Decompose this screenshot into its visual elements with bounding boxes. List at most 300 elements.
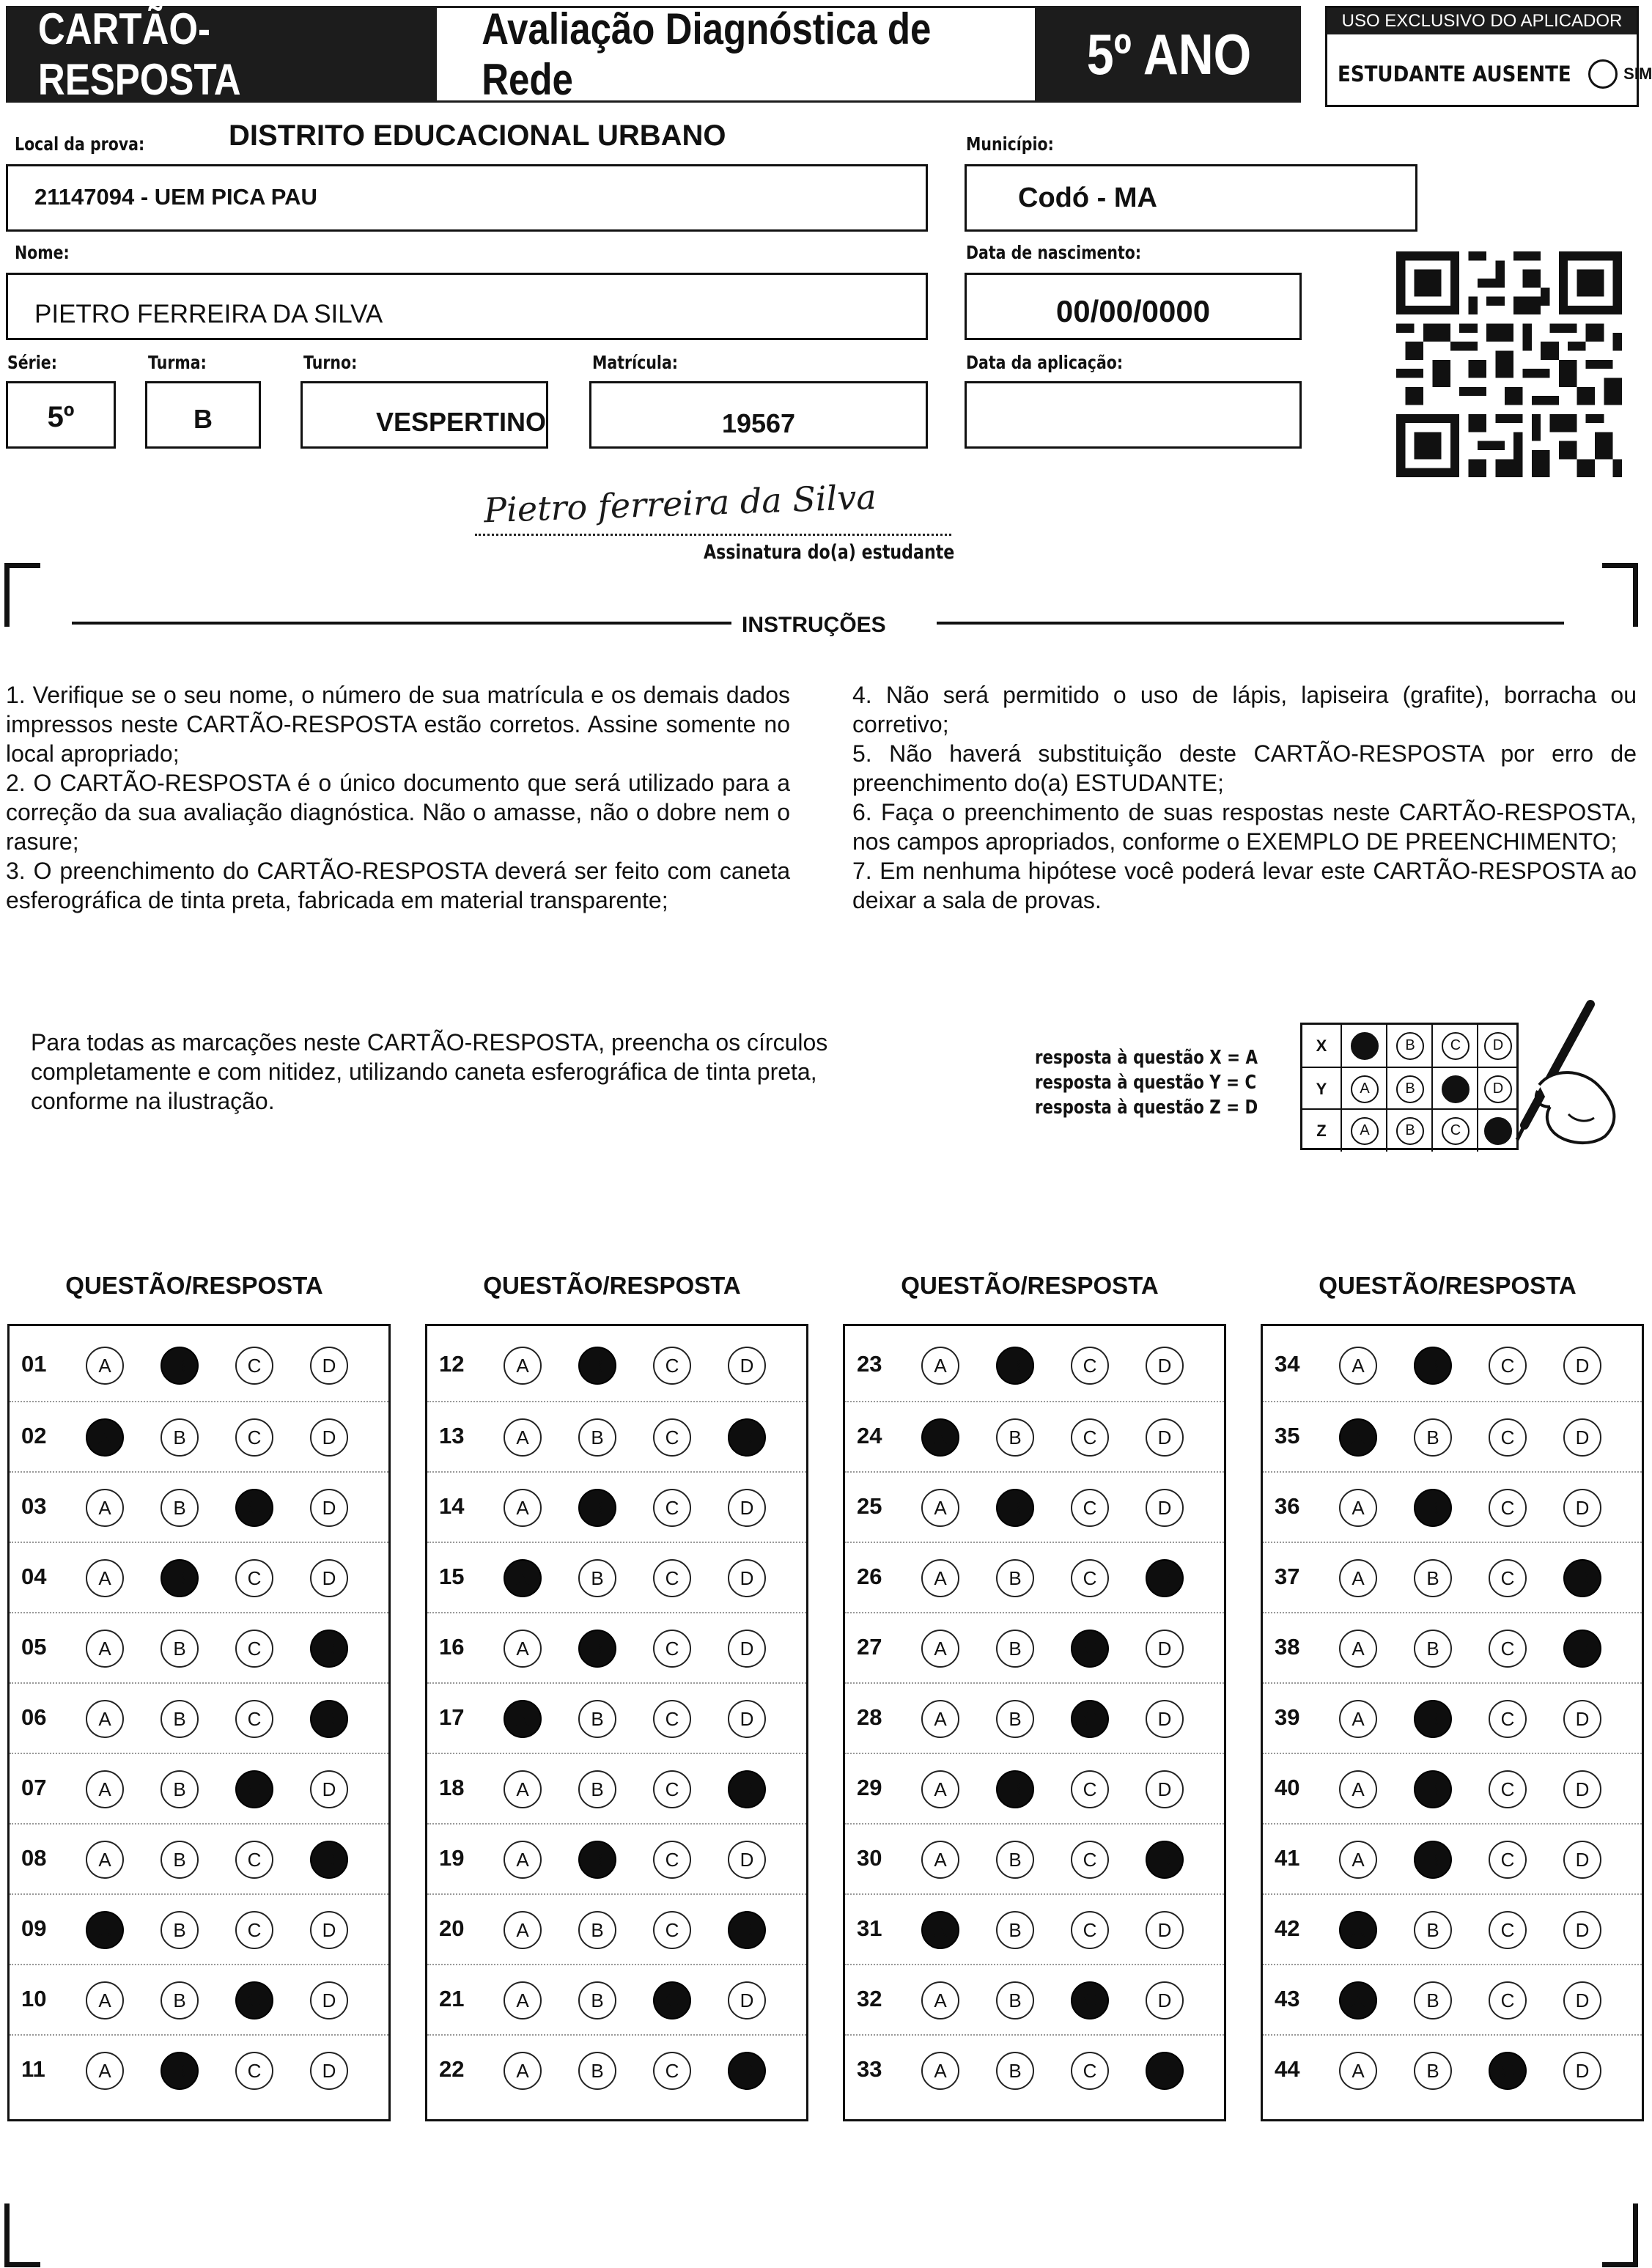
answer-bubble-b[interactable]: B [578, 1489, 616, 1527]
answer-bubble-a[interactable]: A [86, 2052, 124, 2090]
question-number: 29 [857, 1775, 882, 1800]
answer-bubble-c[interactable]: C [653, 1911, 691, 1949]
answer-bubble-b[interactable]: B [996, 1770, 1034, 1808]
question-number: 37 [1275, 1564, 1300, 1589]
question-number: 01 [21, 1351, 47, 1377]
answer-bubble-d[interactable]: D [728, 1630, 766, 1668]
instructions-left [6, 680, 790, 915]
example-bubble-d: D [1484, 1075, 1512, 1103]
qr-code [1396, 251, 1622, 477]
instructions-rule-right [937, 622, 1564, 625]
answer-bubble-d[interactable]: D [728, 1911, 766, 1949]
answer-bubble-b[interactable]: B [996, 1841, 1034, 1879]
answer-bubble-d[interactable]: D [1146, 1418, 1184, 1457]
answer-row [845, 1612, 1224, 1682]
answer-bubble-d[interactable]: D [728, 2052, 766, 2090]
answer-bubble-b[interactable]: B [578, 1911, 616, 1949]
question-number: 26 [857, 1564, 882, 1589]
answer-bubble-a[interactable]: A [921, 1700, 959, 1738]
question-number: 41 [1275, 1845, 1300, 1871]
answer-bubble-b[interactable]: B [996, 1418, 1034, 1457]
example-cell [1341, 1068, 1387, 1110]
matricula-field: 19567 [589, 381, 928, 449]
answer-bubble-c[interactable]: C [1489, 1347, 1527, 1385]
answer-bubble-c[interactable]: C [1071, 1911, 1109, 1949]
answer-bubble-a[interactable]: A [86, 1700, 124, 1738]
example-cell [1341, 1110, 1387, 1152]
answer-bubble-b[interactable]: B [1414, 1489, 1452, 1527]
answer-row [10, 1542, 388, 1612]
question-number: 11 [21, 2056, 45, 2082]
instruction-2: 2. O CARTÃO-RESPOSTA é o único documento que será utilizado para a correção da sua avaliação diagnóstica. Não o amasse, não o dobre nem o rasure; [6, 770, 790, 855]
example-cell [1431, 1068, 1478, 1110]
answer-bubble-a[interactable]: A [504, 2052, 542, 2090]
answer-bubble-a[interactable]: A [504, 1630, 542, 1668]
question-number: 32 [857, 1986, 882, 2011]
answer-bubble-d[interactable]: D [1563, 1347, 1601, 1385]
answer-row [1263, 1964, 1642, 2034]
answer-bubble-d[interactable]: D [1146, 1559, 1184, 1597]
answer-bubble-c[interactable]: C [235, 1770, 273, 1808]
example-bubble-c: C [1442, 1117, 1470, 1145]
example-bubble-b: B [1396, 1032, 1424, 1060]
answer-bubble-b[interactable]: B [996, 1981, 1034, 2020]
answer-bubble-c[interactable]: C [1071, 1770, 1109, 1808]
fill-instruction: Para todas as marcações neste CARTÃO-RESPOSTA, preencha os círculos completamente e com nitidez, utilizando caneta esferográfica de tinta preta, conforme na ilustração. [31, 1029, 828, 1114]
answer-bubble-a[interactable]: A [1339, 2052, 1377, 2090]
column-header-1: QUESTÃO/RESPOSTA [65, 1272, 323, 1299]
answer-bubble-c[interactable]: C [235, 1489, 273, 1527]
answer-bubble-a[interactable]: A [504, 1841, 542, 1879]
answer-row [10, 2034, 388, 2105]
answer-bubble-d[interactable]: D [310, 1841, 348, 1879]
answer-bubble-b[interactable]: B [161, 2052, 199, 2090]
answer-bubble-b[interactable]: B [996, 2052, 1034, 2090]
corner-mark-bottom-left [4, 2203, 40, 2267]
answer-bubble-c[interactable]: C [653, 1418, 691, 1457]
answer-bubble-b[interactable]: B [1414, 1630, 1452, 1668]
answer-bubble-c[interactable]: C [1489, 1418, 1527, 1457]
nome-label: Nome: [15, 242, 70, 263]
answer-bubble-c[interactable]: C [1489, 2052, 1527, 2090]
answer-row [845, 1542, 1224, 1612]
answer-block-1 [7, 1324, 391, 2121]
instruction-7: 7. Em nenhuma hipótese você poderá levar este CARTÃO-RESPOSTA ao deixar a sala de provas. [852, 858, 1637, 913]
answer-bubble-c[interactable]: C [653, 1981, 691, 2020]
answer-bubble-d[interactable]: D [728, 1418, 766, 1457]
answer-bubble-b[interactable]: B [161, 1911, 199, 1949]
answer-bubble-d[interactable]: D [310, 1418, 348, 1457]
signature-line [475, 534, 951, 536]
example-question-label: X [1316, 1036, 1327, 1055]
answer-bubble-a[interactable]: A [921, 1559, 959, 1597]
answer-row [845, 1964, 1224, 2034]
instruction-4: 4. Não será permitido o uso de lápis, lapiseira (grafite), borracha ou corretivo; [852, 682, 1637, 737]
question-number: 13 [439, 1423, 465, 1448]
answer-bubble-c[interactable]: C [653, 2052, 691, 2090]
instruction-3: 3. O preenchimento do CARTÃO-RESPOSTA deverá ser feito com caneta esferográfica de tinta preta, fabricada em material transparente; [6, 858, 790, 913]
answer-bubble-d[interactable]: D [1563, 1981, 1601, 2020]
answer-bubble-d[interactable]: D [1146, 1911, 1184, 1949]
answer-bubble-d[interactable]: D [1563, 1489, 1601, 1527]
question-number: 18 [439, 1775, 465, 1800]
answer-bubble-a[interactable]: A [504, 1700, 542, 1738]
answer-row [10, 1471, 388, 1542]
answer-bubble-c[interactable]: C [235, 1347, 273, 1385]
corner-mark-top-right [1602, 563, 1638, 627]
answer-bubble-a[interactable]: A [86, 1911, 124, 1949]
answer-bubble-d[interactable]: D [310, 1700, 348, 1738]
answer-bubble-c[interactable]: C [653, 1841, 691, 1879]
answer-bubble-a[interactable]: A [86, 1347, 124, 1385]
pen-hand-icon [1495, 997, 1627, 1151]
answer-bubble-a[interactable]: A [504, 1559, 542, 1597]
answer-bubble-c[interactable]: C [235, 1559, 273, 1597]
answer-row [427, 1682, 806, 1753]
answer-bubble-b[interactable]: B [578, 1630, 616, 1668]
answer-bubble-a[interactable]: A [504, 1981, 542, 2020]
answer-bubble-c[interactable]: C [1071, 2052, 1109, 2090]
answer-bubble-a[interactable]: A [921, 1841, 959, 1879]
answer-bubble-a[interactable]: A [1339, 1981, 1377, 2020]
answer-row [1263, 1893, 1642, 1964]
answer-bubble-b[interactable]: B [996, 1489, 1034, 1527]
answer-bubble-c[interactable]: C [235, 1911, 273, 1949]
answer-row [1263, 1612, 1642, 1682]
answer-bubble-d[interactable]: D [310, 1630, 348, 1668]
answer-bubble-a[interactable]: A [1339, 1630, 1377, 1668]
answer-bubble-d[interactable]: D [310, 2052, 348, 2090]
answer-bubble-d[interactable]: D [1146, 1981, 1184, 2020]
answer-bubble-b[interactable]: B [996, 1347, 1034, 1385]
answer-bubble-c[interactable]: C [1071, 1841, 1109, 1879]
answer-bubble-a[interactable]: A [1339, 1559, 1377, 1597]
answer-bubble-a[interactable]: A [504, 1770, 542, 1808]
answer-bubble-a[interactable]: A [1339, 1911, 1377, 1949]
question-number: 33 [857, 2056, 882, 2082]
answer-bubble-c[interactable]: C [235, 1630, 273, 1668]
answer-bubble-a[interactable]: A [504, 1347, 542, 1385]
answer-bubble-d[interactable]: D [310, 1911, 348, 1949]
answer-row [1263, 1330, 1642, 1399]
answer-bubble-b[interactable]: B [161, 1630, 199, 1668]
answer-bubble-c[interactable]: C [1489, 1489, 1527, 1527]
instruction-5: 5. Não haverá substituição deste CARTÃO-RESPOSTA por erro de preenchimento do(a) ESTUDANTE; [852, 740, 1637, 796]
example-bubble-b: B [1396, 1117, 1424, 1145]
answer-bubble-c[interactable]: C [1071, 1347, 1109, 1385]
answer-bubble-d[interactable]: D [728, 1770, 766, 1808]
answer-bubble-d[interactable]: D [728, 1489, 766, 1527]
answer-bubble-b[interactable]: B [161, 1559, 199, 1597]
example-cell [1431, 1110, 1478, 1152]
question-number: 14 [439, 1493, 465, 1519]
local-label: Local da prova: [15, 133, 145, 155]
answer-bubble-a[interactable]: A [504, 1418, 542, 1457]
absent-checkbox[interactable] [1588, 59, 1618, 89]
local-field: 21147094 - UEM PICA PAU [6, 164, 928, 232]
answer-bubble-c[interactable]: C [653, 1770, 691, 1808]
answer-bubble-d[interactable]: D [1563, 1630, 1601, 1668]
question-number: 22 [439, 2056, 465, 2082]
example-label-z: resposta à questão Z = D [1035, 1097, 1258, 1119]
answer-bubble-b[interactable]: B [578, 1700, 616, 1738]
answer-bubble-c[interactable]: C [235, 1700, 273, 1738]
answer-bubble-b[interactable]: B [1414, 1770, 1452, 1808]
answer-bubble-b[interactable]: B [996, 1700, 1034, 1738]
answer-bubble-a[interactable]: A [504, 1489, 542, 1527]
answer-bubble-c[interactable]: C [653, 1347, 691, 1385]
example-cell [1431, 1025, 1478, 1067]
answer-bubble-b[interactable]: B [578, 1841, 616, 1879]
answer-row [427, 1823, 806, 1893]
answer-row [1263, 2034, 1642, 2105]
answer-bubble-b[interactable]: B [578, 1559, 616, 1597]
answer-bubble-b[interactable]: B [161, 1981, 199, 2020]
answer-bubble-d[interactable]: D [1146, 1347, 1184, 1385]
aplicador-box [1325, 6, 1652, 107]
answer-bubble-b[interactable]: B [1414, 1981, 1452, 2020]
answer-row [427, 1893, 806, 1964]
answer-bubble-c[interactable]: C [653, 1700, 691, 1738]
example-cell [1386, 1025, 1433, 1067]
answer-row [427, 2034, 806, 2105]
answer-bubble-d[interactable]: D [1146, 1630, 1184, 1668]
question-number: 39 [1275, 1704, 1300, 1730]
answer-bubble-a[interactable]: A [1339, 1841, 1377, 1879]
distrito-value: DISTRITO EDUCACIONAL URBANO [229, 119, 726, 152]
answer-bubble-a[interactable]: A [921, 2052, 959, 2090]
answer-bubble-b[interactable]: B [996, 1559, 1034, 1597]
answer-bubble-b[interactable]: B [161, 1489, 199, 1527]
answer-bubble-b[interactable]: B [1414, 2052, 1452, 2090]
answer-bubble-d[interactable]: D [310, 1770, 348, 1808]
answer-bubble-b[interactable]: B [578, 1770, 616, 1808]
question-number: 16 [439, 1634, 465, 1660]
answer-bubble-a[interactable]: A [921, 1630, 959, 1668]
answer-row [10, 1964, 388, 2034]
question-number: 28 [857, 1704, 882, 1730]
answer-bubble-d[interactable]: D [310, 1489, 348, 1527]
answer-bubble-d[interactable]: D [728, 1841, 766, 1879]
answer-bubble-a[interactable]: A [1339, 1418, 1377, 1457]
answer-bubble-c[interactable]: C [235, 1981, 273, 2020]
answer-bubble-a[interactable]: A [921, 1770, 959, 1808]
answer-bubble-c[interactable]: C [1489, 1559, 1527, 1597]
answer-bubble-c[interactable]: C [1489, 1700, 1527, 1738]
answer-bubble-b[interactable]: B [161, 1700, 199, 1738]
answer-bubble-a[interactable]: A [921, 1981, 959, 2020]
answer-bubble-a[interactable]: A [1339, 1700, 1377, 1738]
question-number: 44 [1275, 2056, 1300, 2082]
example-bubble-c [1442, 1075, 1470, 1103]
answer-row [845, 2034, 1224, 2105]
answer-bubble-b[interactable]: B [1414, 1911, 1452, 1949]
example-row [1302, 1025, 1516, 1067]
instruction-1: 1. Verifique se o seu nome, o número de sua matrícula e os demais dados impressos neste CARTÃO-RESPOSTA estão corretos. Assine somente no local apropriado; [6, 682, 790, 767]
absent-checkbox-row [1338, 59, 1652, 89]
answer-bubble-d[interactable]: D [1146, 2052, 1184, 2090]
answer-bubble-d[interactable]: D [1146, 1770, 1184, 1808]
question-number: 43 [1275, 1986, 1300, 2011]
answer-bubble-a[interactable]: A [1339, 1770, 1377, 1808]
answer-row [10, 1612, 388, 1682]
answer-bubble-d[interactable]: D [728, 1981, 766, 2020]
answer-bubble-d[interactable]: D [728, 1700, 766, 1738]
aplicacao-label: Data da aplicação: [966, 352, 1124, 373]
answer-bubble-b[interactable]: B [578, 1981, 616, 2020]
answer-row [1263, 1753, 1642, 1823]
answer-bubble-d[interactable]: D [1563, 1841, 1601, 1879]
question-number: 08 [21, 1845, 47, 1871]
question-number: 40 [1275, 1775, 1300, 1800]
answer-bubble-b[interactable]: B [578, 1418, 616, 1457]
answer-row [427, 1401, 806, 1471]
answer-bubble-a[interactable]: A [86, 1630, 124, 1668]
answer-bubble-c[interactable]: C [1489, 1981, 1527, 2020]
answer-bubble-b[interactable]: B [1414, 1347, 1452, 1385]
nascimento-field: 00/00/0000 [965, 273, 1302, 340]
answer-bubble-c[interactable]: C [653, 1630, 691, 1668]
example-row [1302, 1067, 1516, 1110]
answer-row [427, 1471, 806, 1542]
answer-bubble-a[interactable]: A [921, 1347, 959, 1385]
answer-bubble-b[interactable]: B [161, 1841, 199, 1879]
answer-bubble-c[interactable]: C [1489, 1630, 1527, 1668]
answer-bubble-d[interactable]: D [728, 1347, 766, 1385]
example-bubble-a: A [1351, 1117, 1379, 1145]
answer-row [845, 1401, 1224, 1471]
answer-bubble-d[interactable]: D [1563, 1700, 1601, 1738]
answer-bubble-b[interactable]: B [1414, 1418, 1452, 1457]
answer-row [845, 1823, 1224, 1893]
question-number: 34 [1275, 1351, 1300, 1377]
answer-bubble-c[interactable]: C [1071, 1418, 1109, 1457]
answer-bubble-a[interactable]: A [921, 1911, 959, 1949]
answer-bubble-d[interactable]: D [1563, 1559, 1601, 1597]
answer-bubble-c[interactable]: C [235, 2052, 273, 2090]
answer-bubble-d[interactable]: D [310, 1981, 348, 2020]
answer-bubble-b[interactable]: B [1414, 1559, 1452, 1597]
answer-row [1263, 1471, 1642, 1542]
answer-bubble-a[interactable]: A [86, 1418, 124, 1457]
answer-bubble-d[interactable]: D [1146, 1700, 1184, 1738]
answer-bubble-b[interactable]: B [1414, 1841, 1452, 1879]
answer-bubble-c[interactable]: C [1071, 1489, 1109, 1527]
column-header-2: QUESTÃO/RESPOSTA [483, 1272, 741, 1299]
answer-bubble-d[interactable]: D [310, 1347, 348, 1385]
question-number: 09 [21, 1915, 47, 1941]
answer-bubble-a[interactable]: A [921, 1418, 959, 1457]
answer-bubble-c[interactable]: C [653, 1489, 691, 1527]
answer-bubble-b[interactable]: B [161, 1347, 199, 1385]
answer-bubble-d[interactable]: D [1563, 1770, 1601, 1808]
answer-bubble-b[interactable]: B [996, 1630, 1034, 1668]
answer-bubble-c[interactable]: C [1489, 1911, 1527, 1949]
answer-bubble-a[interactable]: A [86, 1559, 124, 1597]
student-signature: Pietro ferreira da Silva [483, 476, 877, 531]
answer-bubble-d[interactable]: D [1563, 1418, 1601, 1457]
column-header-4: QUESTÃO/RESPOSTA [1319, 1272, 1577, 1299]
instruction-6: 6. Faça o preenchimento de suas respostas neste CARTÃO-RESPOSTA, nos campos apropriados, conforme o EXEMPLO DE PREENCHIMENTO; [852, 799, 1637, 855]
question-number: 35 [1275, 1423, 1300, 1448]
question-number: 19 [439, 1845, 465, 1871]
turma-label: Turma: [148, 352, 207, 373]
answer-bubble-b[interactable]: B [1414, 1700, 1452, 1738]
answer-bubble-a[interactable]: A [504, 1911, 542, 1949]
answer-bubble-b[interactable]: B [996, 1911, 1034, 1949]
answer-row [845, 1471, 1224, 1542]
answer-row [427, 1612, 806, 1682]
answer-bubble-c[interactable]: C [1489, 1770, 1527, 1808]
corner-mark-top-left [4, 563, 40, 627]
example-bubble-c: C [1442, 1032, 1470, 1060]
answer-row [10, 1753, 388, 1823]
example-question-label: Y [1316, 1079, 1327, 1098]
answer-row [427, 1542, 806, 1612]
answer-bubble-c[interactable]: C [235, 1418, 273, 1457]
question-number: 27 [857, 1634, 882, 1660]
question-number: 23 [857, 1351, 882, 1377]
question-number: 38 [1275, 1634, 1300, 1660]
answer-bubble-a[interactable]: A [86, 1770, 124, 1808]
question-number: 05 [21, 1634, 47, 1660]
answer-bubble-a[interactable]: A [86, 1841, 124, 1879]
answer-bubble-a[interactable]: A [921, 1489, 959, 1527]
example-bubble-b: B [1396, 1075, 1424, 1103]
answer-bubble-d[interactable]: D [1563, 2052, 1601, 2090]
answer-bubble-d[interactable]: D [728, 1559, 766, 1597]
municipio-field: Codó - MA [965, 164, 1417, 232]
matricula-label: Matrícula: [592, 352, 678, 373]
corner-mark-bottom-right [1602, 2203, 1638, 2267]
answer-bubble-c[interactable]: C [1071, 1700, 1109, 1738]
answer-bubble-d[interactable]: D [1146, 1841, 1184, 1879]
answer-bubble-b[interactable]: B [161, 1418, 199, 1457]
answer-bubble-c[interactable]: C [1071, 1559, 1109, 1597]
answer-bubble-c[interactable]: C [653, 1559, 691, 1597]
answer-bubble-a[interactable]: A [1339, 1489, 1377, 1527]
example-cell [1386, 1068, 1433, 1110]
card-title: CARTÃO-RESPOSTA [6, 6, 435, 103]
question-number: 04 [21, 1564, 47, 1589]
answer-bubble-d[interactable]: D [310, 1559, 348, 1597]
answer-bubble-c[interactable]: C [1071, 1630, 1109, 1668]
answer-row [845, 1893, 1224, 1964]
turno-label: Turno: [303, 352, 358, 373]
answer-bubble-c[interactable]: C [235, 1841, 273, 1879]
answer-bubble-b[interactable]: B [578, 1347, 616, 1385]
sim-label: SIM [1623, 65, 1652, 83]
nome-field: PIETRO FERREIRA DA SILVA [6, 273, 928, 340]
answer-bubble-c[interactable]: C [1489, 1841, 1527, 1879]
answer-row [1263, 1542, 1642, 1612]
question-number: 31 [857, 1915, 882, 1941]
question-number: 25 [857, 1493, 882, 1519]
question-number: 20 [439, 1915, 465, 1941]
answer-bubble-a[interactable]: A [1339, 1347, 1377, 1385]
answer-bubble-a[interactable]: A [86, 1981, 124, 2020]
answer-row [427, 1964, 806, 2034]
answer-bubble-c[interactable]: C [1071, 1981, 1109, 2020]
answer-bubble-d[interactable]: D [1563, 1911, 1601, 1949]
answer-row [10, 1330, 388, 1399]
answer-bubble-d[interactable]: D [1146, 1489, 1184, 1527]
answer-row [845, 1330, 1224, 1399]
answer-bubble-b[interactable]: B [161, 1770, 199, 1808]
answer-bubble-a[interactable]: A [86, 1489, 124, 1527]
answer-bubble-b[interactable]: B [578, 2052, 616, 2090]
answer-row [427, 1753, 806, 1823]
